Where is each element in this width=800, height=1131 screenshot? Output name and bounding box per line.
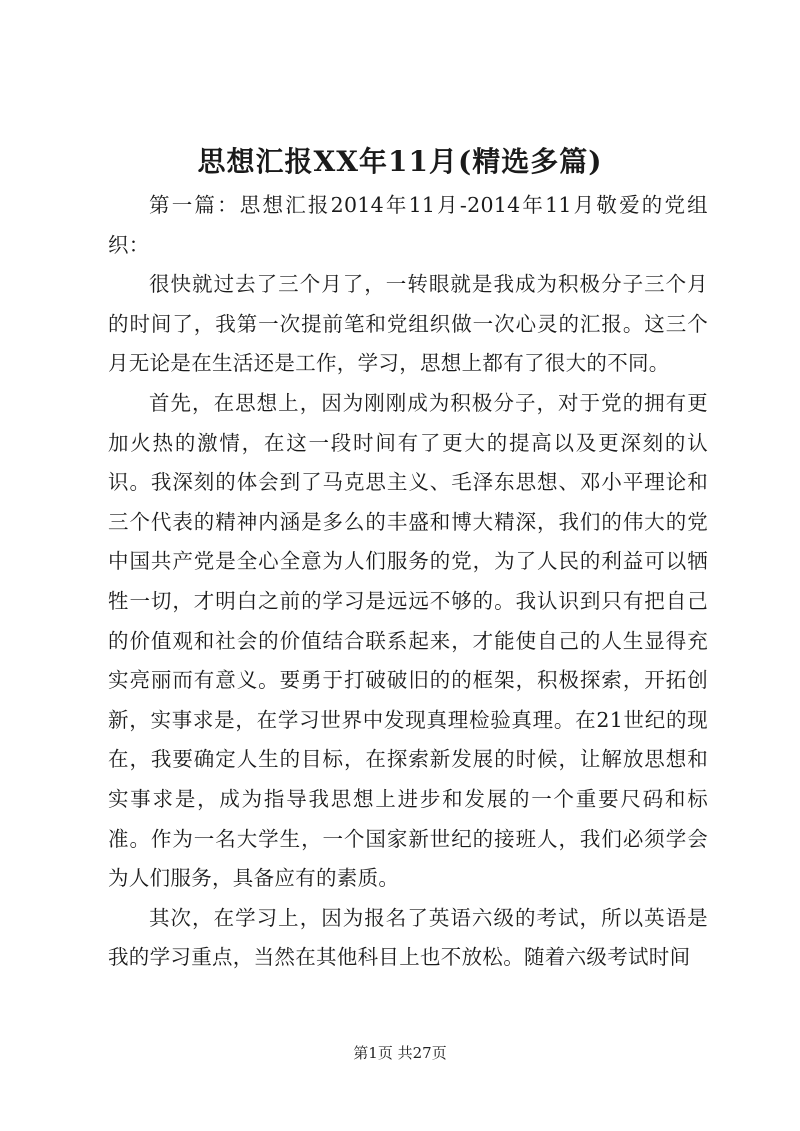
document-title: 思想汇报XX年11月(精选多篇) xyxy=(197,145,603,178)
page-number-footer: 第1页 共27页 xyxy=(353,1044,447,1062)
paragraph-overview: 很快就过去了三个月了，一转眼就是我成为积极分子三个月的时间了，我第一次提前笔和党组织做一次心灵的汇报。这三个月无论是在生活还是工作，学习，思想上都有了很大的不同。 xyxy=(108,272,708,376)
paragraph-study: 其次，在学习上，因为报名了英语六级的考试，所以英语是我的学习重点，当然在其他科目上也不放松。随着六级考试时间 xyxy=(108,905,708,970)
paragraph-thought: 首先，在思想上，因为刚刚成为积极分子，对于党的拥有更加火热的激情，在这一段时间有了更大的提高以及更深刻的认识。我深刻的体会到了马克思主义、毛泽东思想、邓小平理论和三个代表的精神内涵是多么的丰盛和博大精深，我们的伟大的党中国共产党是全心全意为人们服务的党，为了人民的利益可以牺牲一切，才明白之前的学习是远远不够的。我认识到只有把自己的价值观和社会的价值结合联系起来，才能使自己的人生显得充实亮丽而有意义。要勇于打破破旧的的框架，积极探索，开拓创新，实事求是，在学习世界中发现真理检验真理。在21世纪的现在，我要确定人生的目标，在探索新发展的时候，让解放思想和实事求是，成为指导我思想上进步和发展的一个重要尺码和标准。作为一名大学生，一个国家新世纪的接班人，我们必须学会为人们服务，具备应有的素质。 xyxy=(108,390,708,891)
paragraph-intro: 第一篇：思想汇报2014年11月-2014年11月敬爱的党组织： xyxy=(108,193,708,257)
document-body xyxy=(108,186,708,978)
